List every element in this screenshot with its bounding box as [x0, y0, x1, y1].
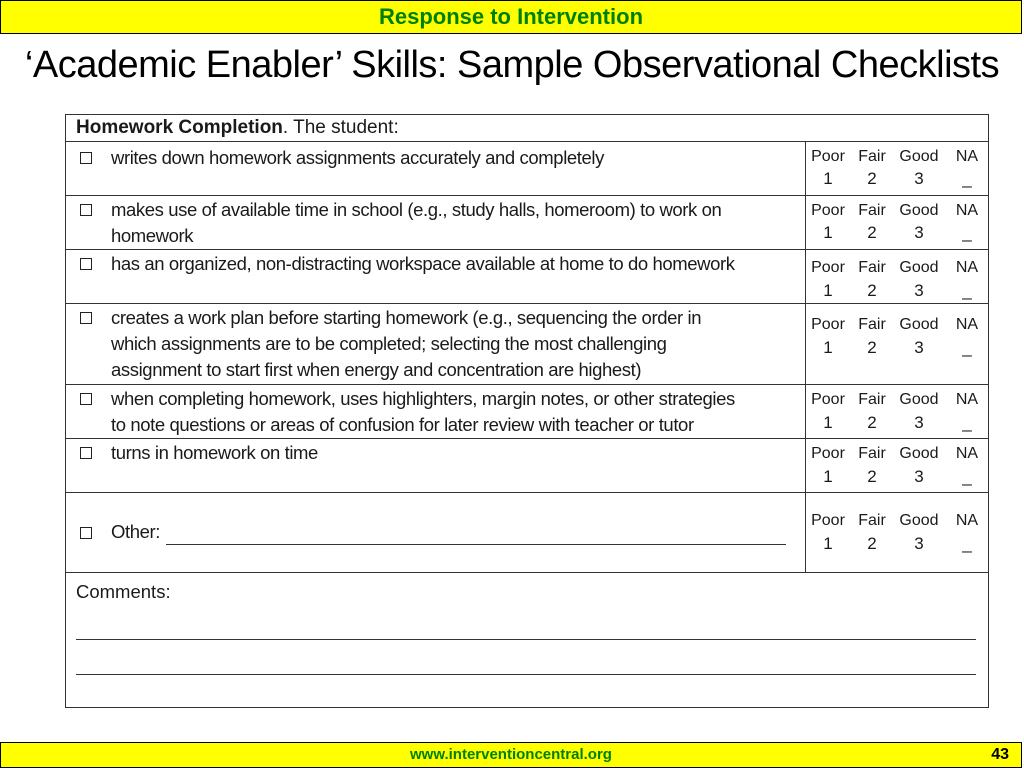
rating-value-poor[interactable]: 1 [823, 338, 833, 357]
checkbox[interactable] [80, 204, 92, 216]
rating-value-fair[interactable]: 2 [867, 281, 877, 300]
checklist-row [66, 385, 988, 439]
rating-label-fair: Fair [858, 445, 886, 462]
rating-label-fair: Fair [858, 391, 886, 408]
rating-value-fair[interactable]: 2 [867, 413, 877, 432]
rating-value-good[interactable]: 3 [914, 223, 924, 242]
rating-value-fair[interactable]: 2 [867, 169, 877, 188]
rating-label-fair: Fair [858, 259, 886, 276]
item-line: turns in homework on time [111, 442, 318, 463]
rating-label-good: Good [899, 148, 939, 165]
rating-label-poor: Poor [811, 316, 845, 333]
item-cell [66, 385, 806, 438]
rating-value-fair[interactable]: 2 [867, 338, 877, 357]
rating-scale [806, 385, 988, 438]
other-input-line[interactable] [166, 526, 786, 545]
item-cell [66, 196, 806, 249]
rating-value-fair[interactable]: 2 [867, 467, 877, 486]
rating-value-poor[interactable]: 1 [823, 467, 833, 486]
rating-label-fair: Fair [858, 148, 886, 165]
rating-label-good: Good [899, 445, 939, 462]
rating-label-good: Good [899, 512, 939, 529]
checklist-header-rest: . The student: [282, 117, 399, 138]
rating-value-good[interactable]: 3 [914, 338, 924, 357]
banner-title: Response to Intervention [378, 4, 644, 29]
item-line: which assignments are to be completed; selecting the most challenging [111, 333, 667, 354]
rating-value-fair[interactable]: 2 [867, 534, 877, 553]
item-cell [66, 439, 806, 492]
item-line: has an organized, non-distracting workspace available at home to do homework [111, 253, 735, 274]
item-text [111, 440, 801, 466]
checklist-header-bold: Homework Completion [76, 117, 283, 138]
checkbox[interactable] [80, 152, 92, 164]
item-text [111, 519, 801, 545]
rating-value-na[interactable]: _ [962, 467, 972, 486]
comments-label: Comments: [76, 581, 171, 602]
rating-label-na: NA [955, 445, 979, 462]
rating-label-na: NA [955, 259, 979, 276]
rating-value-poor[interactable]: 1 [823, 281, 833, 300]
item-cell [66, 304, 806, 384]
checkbox[interactable] [80, 258, 92, 270]
item-line: makes use of available time in school (e.g., study halls, homeroom) to work on [111, 199, 722, 220]
checkbox[interactable] [80, 393, 92, 405]
rating-scale [806, 250, 988, 303]
item-text [111, 145, 801, 171]
item-text [111, 251, 801, 277]
rating-label-poor: Poor [811, 202, 845, 219]
rating-label-na: NA [955, 391, 979, 408]
item-cell [66, 142, 806, 195]
comment-line[interactable] [76, 674, 976, 675]
footer-url[interactable]: www.interventioncentral.org [410, 746, 612, 763]
rating-value-na[interactable]: _ [962, 338, 972, 357]
rating-scale [806, 142, 988, 195]
item-line: writes down homework assignments accurately and completely [111, 147, 604, 168]
item-text [111, 197, 801, 249]
checklist-row-other [66, 493, 988, 573]
rating-scale [806, 304, 988, 384]
rating-value-poor[interactable]: 1 [823, 534, 833, 553]
footer-banner [0, 742, 1022, 768]
comments-section [66, 573, 988, 707]
rating-value-good[interactable]: 3 [914, 413, 924, 432]
item-text [111, 386, 801, 438]
slide-title: ‘Academic Enabler’ Skills: Sample Observational Checklists [24, 44, 1000, 86]
rating-label-fair: Fair [858, 316, 886, 333]
rating-label-poor: Poor [811, 512, 845, 529]
item-line: assignment to start first when energy and concentration are highest) [111, 359, 642, 380]
checklist-header [66, 115, 988, 142]
rating-value-na[interactable]: _ [962, 223, 972, 242]
checklist-row [66, 304, 988, 385]
rating-label-poor: Poor [811, 259, 845, 276]
rating-value-good[interactable]: 3 [914, 281, 924, 300]
rating-scale [806, 493, 988, 572]
checkbox[interactable] [80, 527, 92, 539]
checkbox[interactable] [80, 447, 92, 459]
other-label: Other: [111, 521, 161, 542]
rating-label-good: Good [899, 259, 939, 276]
rating-label-fair: Fair [858, 512, 886, 529]
checklist-row [66, 439, 988, 493]
rating-value-poor[interactable]: 1 [823, 169, 833, 188]
homework-checklist [65, 114, 989, 708]
rating-value-na[interactable]: _ [962, 169, 972, 188]
item-cell [66, 250, 806, 303]
rating-label-na: NA [955, 148, 979, 165]
item-text [111, 305, 801, 383]
rating-value-poor[interactable]: 1 [823, 413, 833, 432]
rating-value-good[interactable]: 3 [914, 534, 924, 553]
rating-label-poor: Poor [811, 391, 845, 408]
checklist-row [66, 142, 988, 196]
rating-scale [806, 196, 988, 249]
page-number: 43 [991, 746, 1009, 763]
rating-value-na[interactable]: _ [962, 534, 972, 553]
rating-label-good: Good [899, 202, 939, 219]
item-cell [66, 493, 806, 572]
rating-label-poor: Poor [811, 148, 845, 165]
rating-scale [806, 439, 988, 492]
item-line: to note questions or areas of confusion for later review with teacher or tutor [111, 414, 694, 435]
item-line: homework [111, 225, 194, 246]
rating-value-na[interactable]: _ [962, 281, 972, 300]
rating-value-na[interactable]: _ [962, 413, 972, 432]
item-line: when completing homework, uses highlighters, margin notes, or other strategies [111, 388, 735, 409]
item-line: creates a work plan before starting homework (e.g., sequencing the order in [111, 307, 702, 328]
rating-label-fair: Fair [858, 202, 886, 219]
rating-value-fair[interactable]: 2 [867, 223, 877, 242]
rating-value-good[interactable]: 3 [914, 169, 924, 188]
rating-label-na: NA [955, 512, 979, 529]
checkbox[interactable] [80, 312, 92, 324]
checklist-row [66, 196, 988, 250]
rating-label-na: NA [955, 316, 979, 333]
rating-label-good: Good [899, 316, 939, 333]
rating-label-good: Good [899, 391, 939, 408]
rating-value-poor[interactable]: 1 [823, 223, 833, 242]
checklist-row [66, 250, 988, 304]
rating-label-poor: Poor [811, 445, 845, 462]
rating-label-na: NA [955, 202, 979, 219]
top-banner [0, 0, 1022, 34]
rating-value-good[interactable]: 3 [914, 467, 924, 486]
comment-line[interactable] [76, 639, 976, 640]
